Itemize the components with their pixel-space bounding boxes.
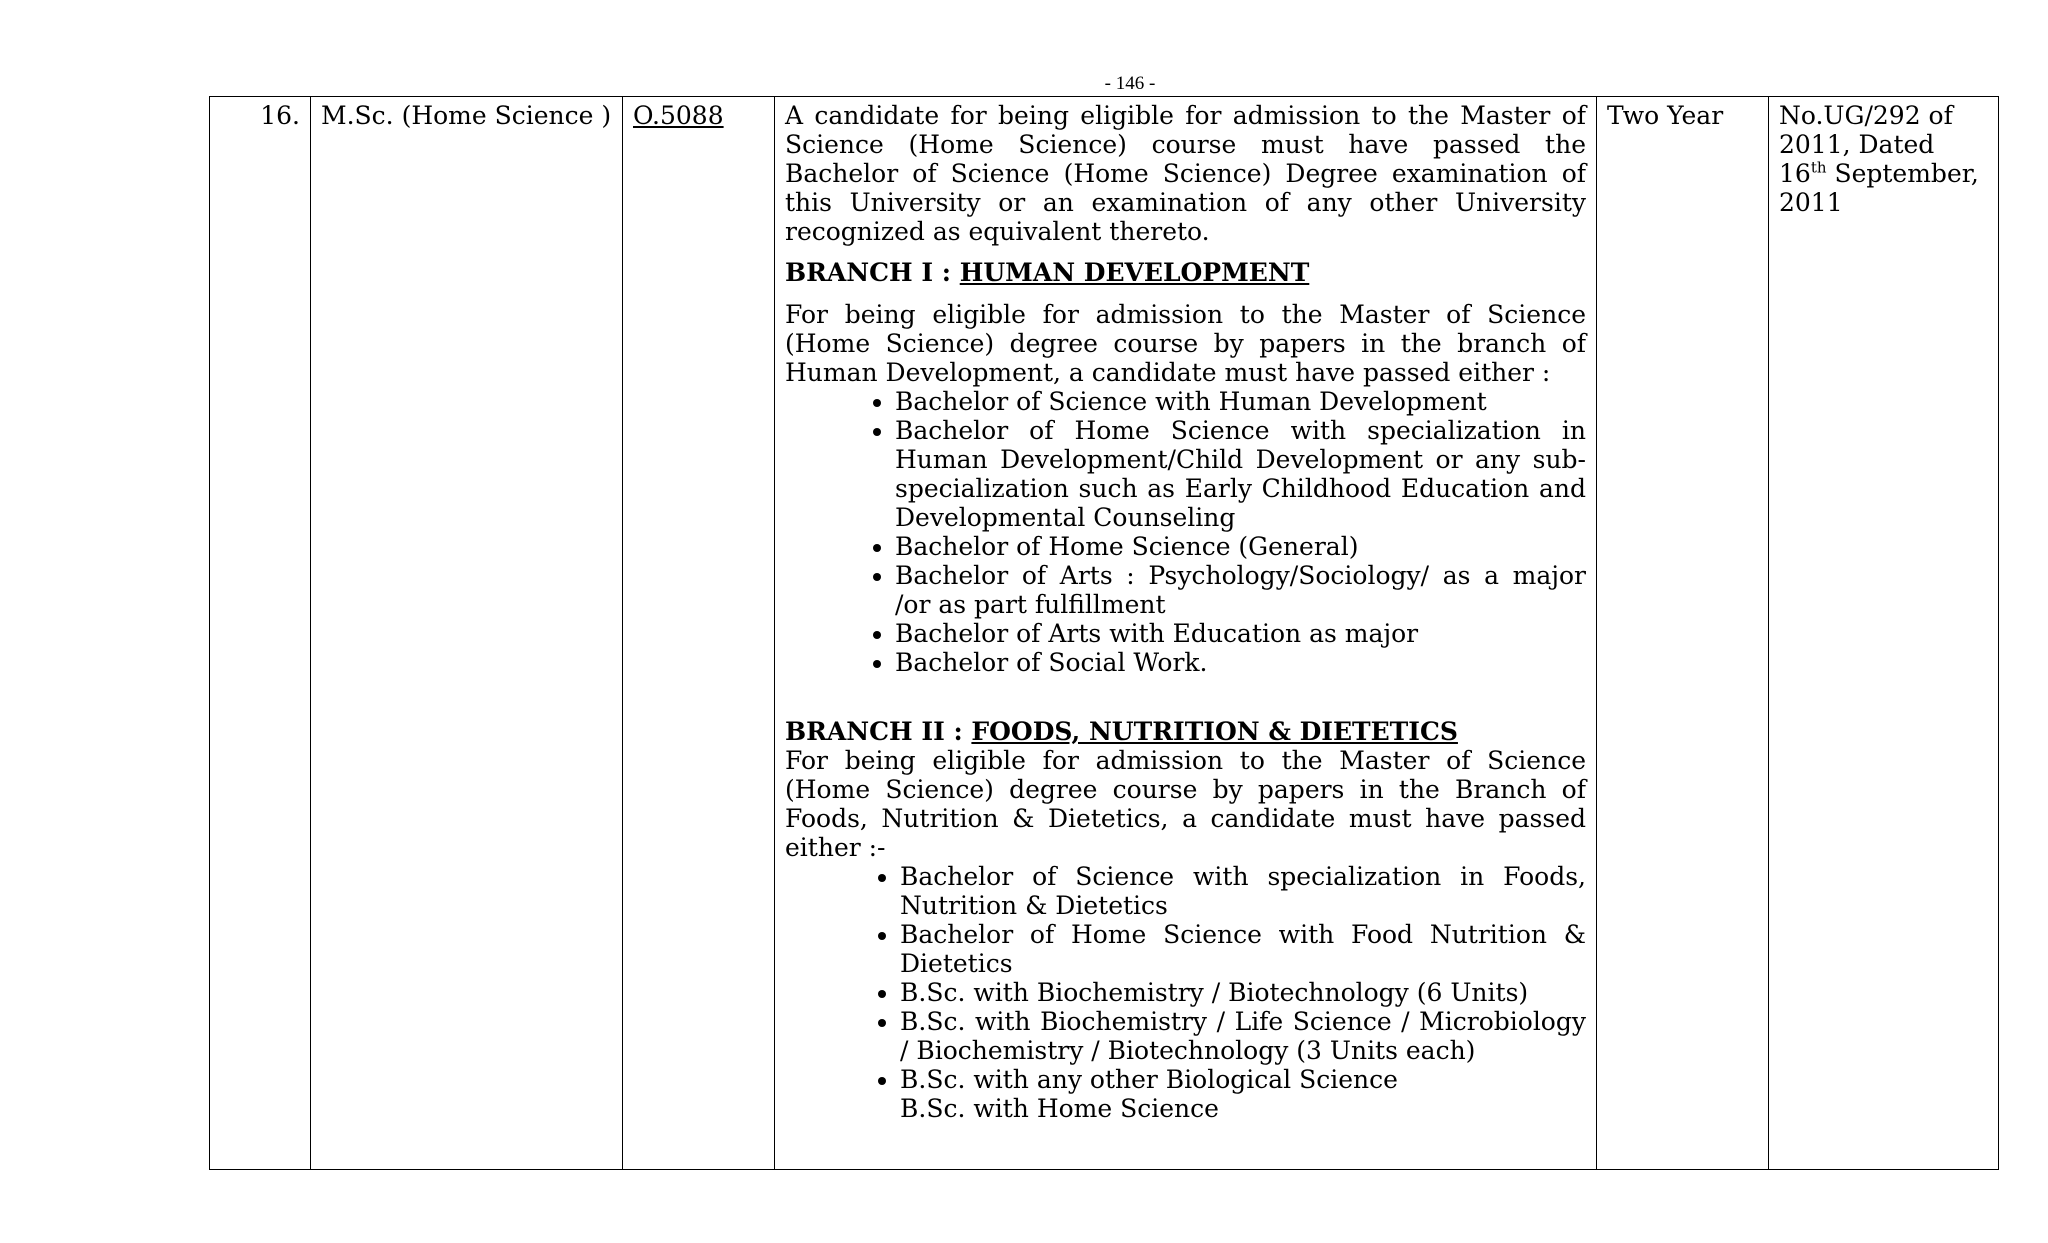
list-item: • B.Sc. with any other Biological Science xyxy=(900,1065,1586,1094)
page-number: - 146 - xyxy=(1104,73,1156,94)
list-item: • Bachelor of Arts : Psychology/Sociology/ as a major /or as part fulfillment xyxy=(895,561,1586,619)
reference-line: No.UG/292 of 2011, Dated xyxy=(1779,101,1953,159)
branch-2-text: For being eligible for admission to the Master of Science (Home Science) degree course by papers in the Branch of Foods, Nutrition & Dietetics, a candidate must have passed either :- xyxy=(785,746,1586,862)
branch-2-prefix: BRANCH II : xyxy=(785,717,972,746)
branch-1-text: For being eligible for admission to the Master of Science (Home Science) degree course by papers in the branch of Human Development, a candidate must have passed either : xyxy=(785,300,1586,387)
list-item: • Bachelor of Social Work. xyxy=(895,648,1586,677)
branch-1-heading xyxy=(785,258,1586,287)
table-row xyxy=(210,97,1999,1170)
branch-1-title: HUMAN DEVELOPMENT xyxy=(959,258,1310,287)
course-cell: M.Sc. (Home Science ) xyxy=(311,97,623,1170)
branch-2-list xyxy=(785,862,1586,1094)
reference-day-suffix: th xyxy=(1810,158,1827,177)
serial-number-cell: 16. xyxy=(210,97,311,1170)
branch-2-heading xyxy=(785,717,1586,746)
list-item: • B.Sc. with Biochemistry / Biotechnology (6 Units) xyxy=(900,978,1586,1007)
list-item: • Bachelor of Science with specialization in Foods, Nutrition & Dietetics xyxy=(900,862,1586,920)
eligibility-cell xyxy=(775,97,1597,1170)
branch-1-list xyxy=(785,387,1586,677)
duration-cell: Two Year xyxy=(1597,97,1769,1170)
list-item: • B.Sc. with Biochemistry / Life Science / Microbiology / Biochemistry / Biotechnology (3 Units each) xyxy=(900,1007,1586,1065)
list-item: • Bachelor of Home Science (General) xyxy=(895,532,1586,561)
list-item: • Bachelor of Home Science with specialization in Human Development/Child Development or any sub-specialization such as Early Childhood Education and Developmental Counseling xyxy=(895,416,1586,532)
list-item: • Bachelor of Arts with Education as major xyxy=(895,619,1586,648)
reference-rest: September, 2011 xyxy=(1779,159,1979,217)
branch-2-title: FOODS, NUTRITION & DIETETICS xyxy=(971,717,1458,746)
reference-day: 16 xyxy=(1779,159,1811,188)
reference-cell xyxy=(1769,97,1999,1170)
list-item: • Bachelor of Science with Human Development xyxy=(895,387,1586,416)
eligibility-intro: A candidate for being eligible for admission to the Master of Science (Home Science) course must have passed the Bachelor of Science (Home Science) Degree examination of this University or an examination of any other University recognized as equivalent thereto. xyxy=(785,101,1586,246)
list-item: • Bachelor of Home Science with Food Nutrition & Dietetics xyxy=(900,920,1586,978)
branch-1-prefix: BRANCH I : xyxy=(785,258,960,287)
ordinance-number: O.5088 xyxy=(633,101,724,130)
ordinance-cell xyxy=(623,97,775,1170)
ordinance-table xyxy=(209,96,1999,1170)
branch-2-last-line: B.Sc. with Home Science xyxy=(900,1094,1219,1123)
